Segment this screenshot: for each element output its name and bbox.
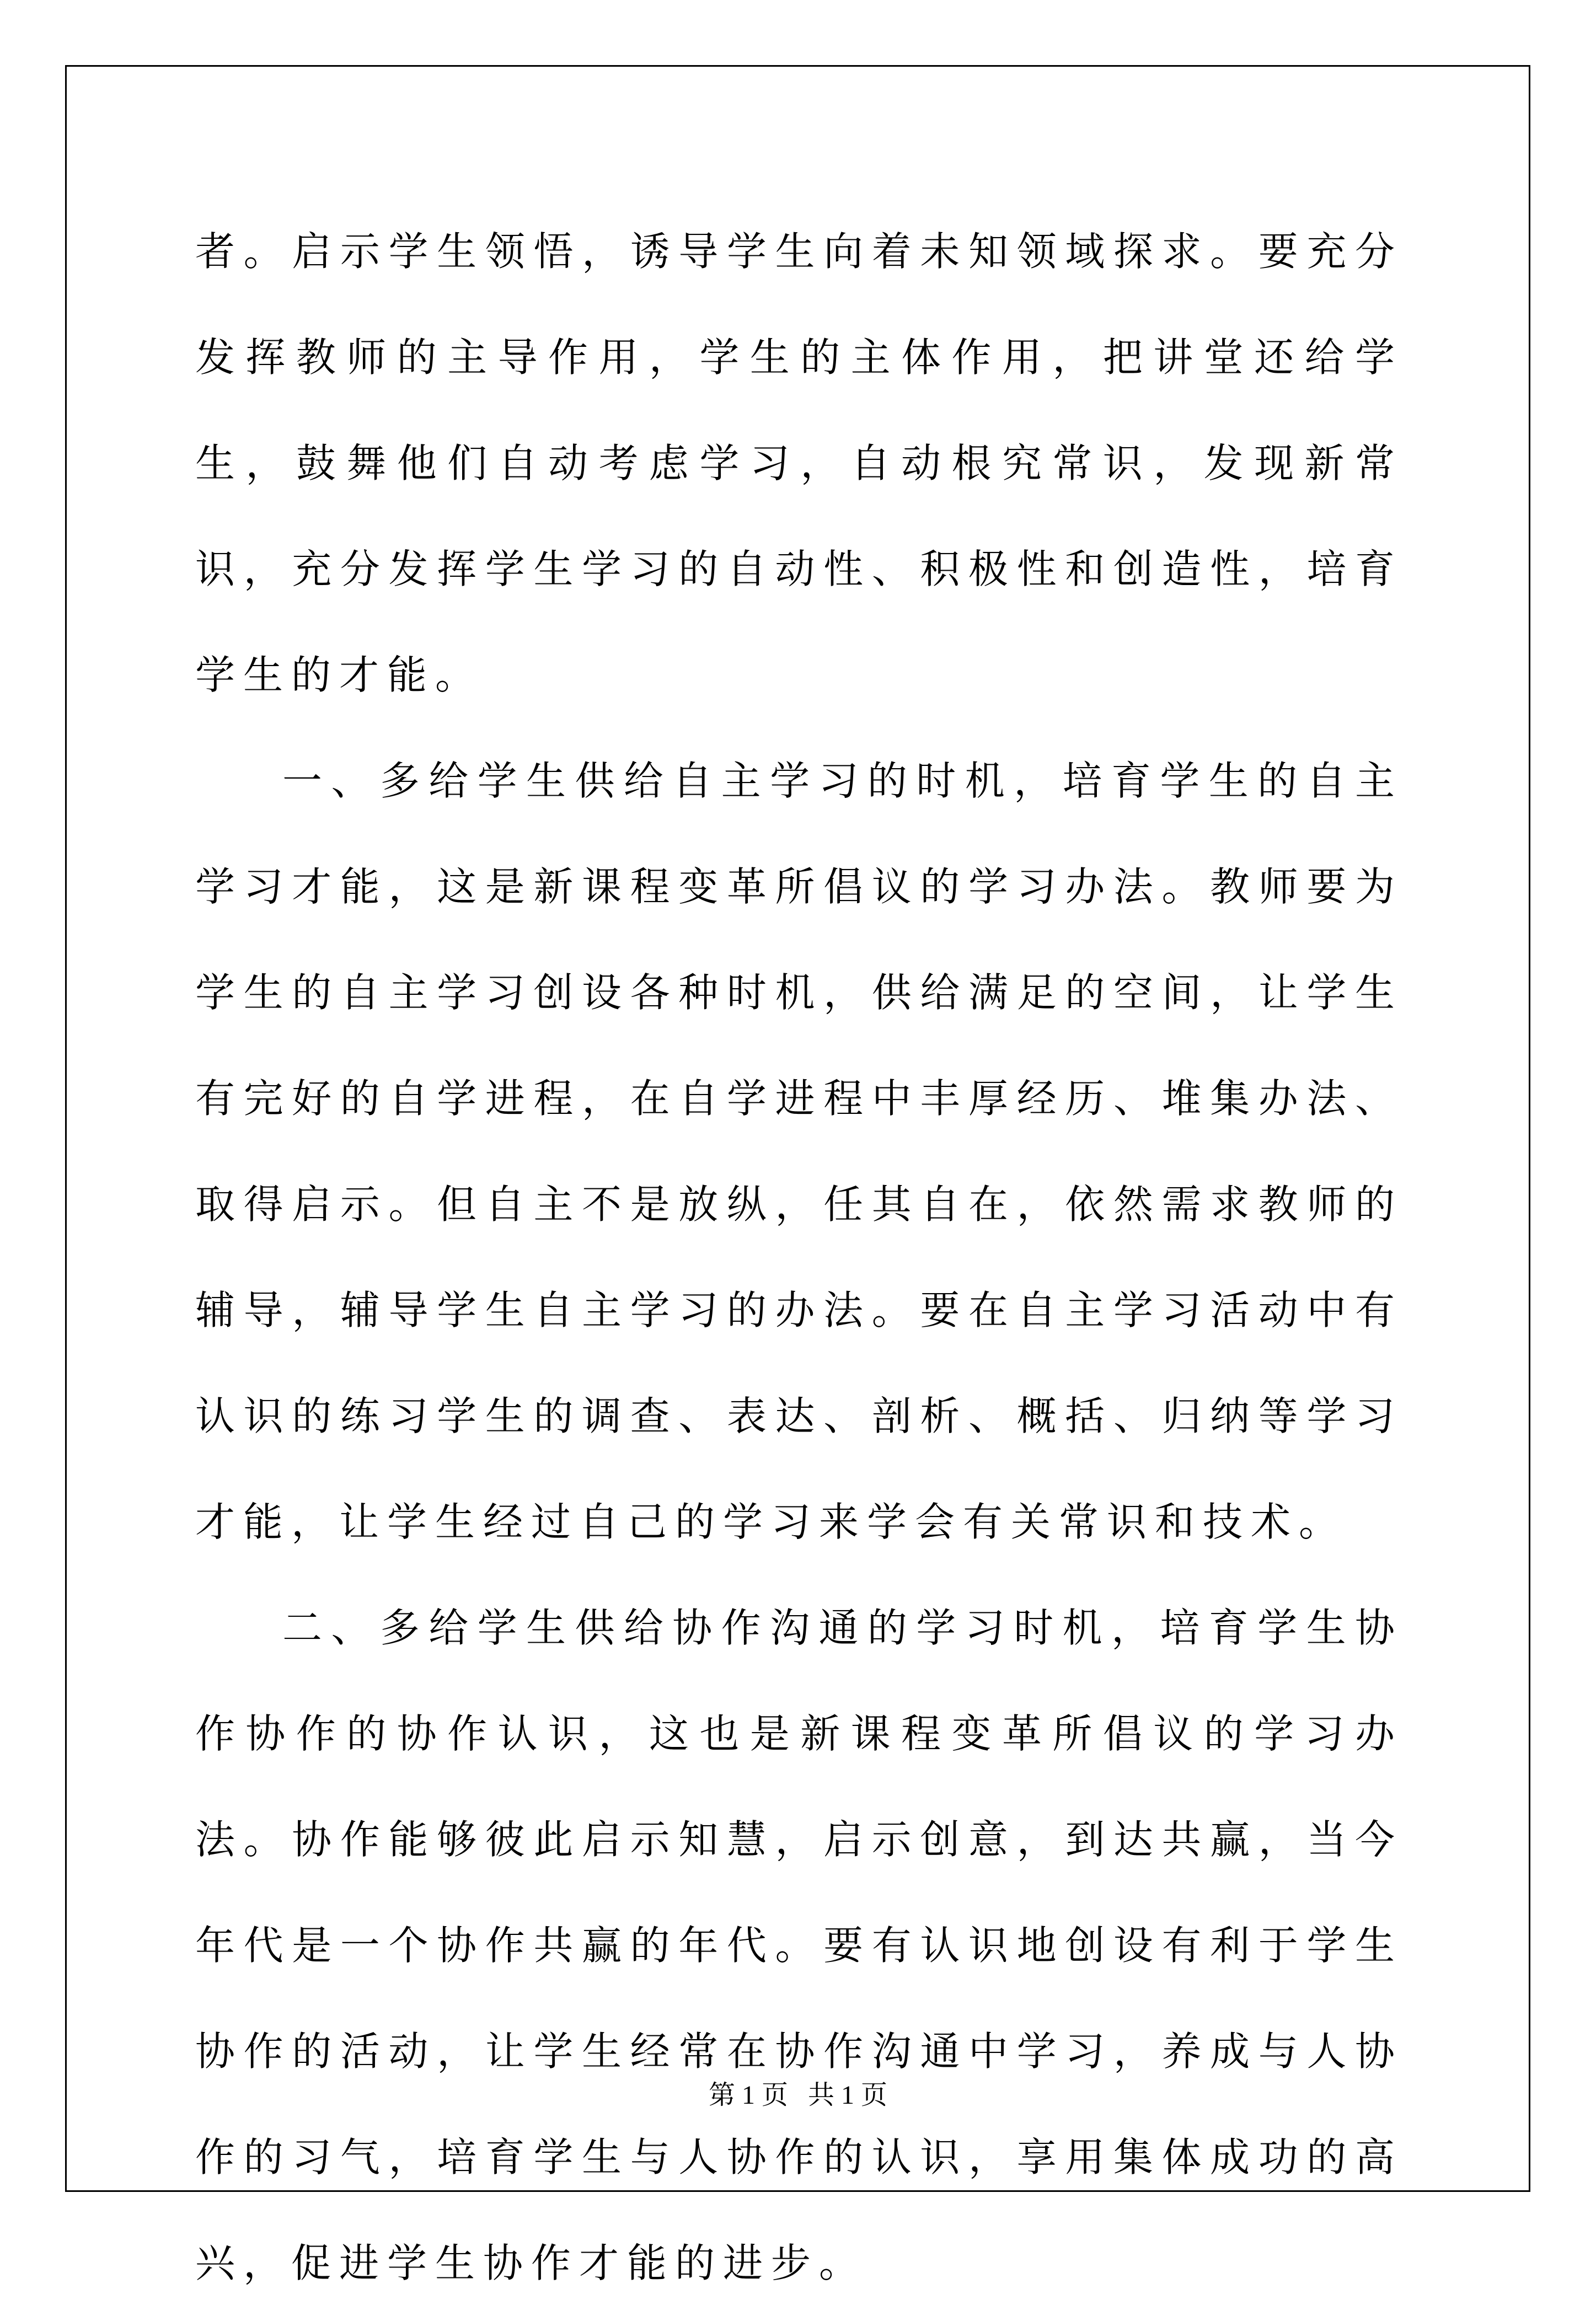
document-body — [195, 199, 1403, 2316]
paragraph-1: 者。启示学生领悟，诱导学生向着未知领域探求。要充分发挥教师的主导作用，学生的主体作用，把讲堂还给学生，鼓舞他们自动考虑学习，自动根究常识，发现新常识，充分发挥学生学习的自动性、积极性和创造性，培育学生的才能。 — [195, 228, 1403, 698]
page-number-footer: 第 1 页 共 1 页 — [708, 2081, 887, 2110]
paragraph-3: 二、多给学生供给协作沟通的学习时机，培育学生协作协作的协作认识，这也是新课程变革所倡议的学习办法。协作能够彼此启示知慧，启示创意，到达共赢，当今年代是一个协作共赢的年代。要有认识地创设有利于学生协作的活动，让学生经常在协作沟通中学习，养成与人协作的习气，培育学生与人协作的认识，享用集体成功的高兴，促进学生协作才能的进步。 — [195, 1605, 1403, 2286]
paragraph-2: 一、多给学生供给自主学习的时机，培育学生的自主学习才能，这是新课程变革所倡议的学习办法。教师要为学生的自主学习创设各种时机，供给满足的空间，让学生有完好的自学进程，在自学进程中丰厚经历、堆集办法、取得启示。但自主不是放纵，任其自在，依然需求教师的辅导，辅导学生自主学习的办法。要在自主学习活动中有认识的练习学生的调查、表达、剖析、概括、归纳等学习才能，让学生经过自己的学习来学会有关常识和技术。 — [195, 758, 1403, 1545]
